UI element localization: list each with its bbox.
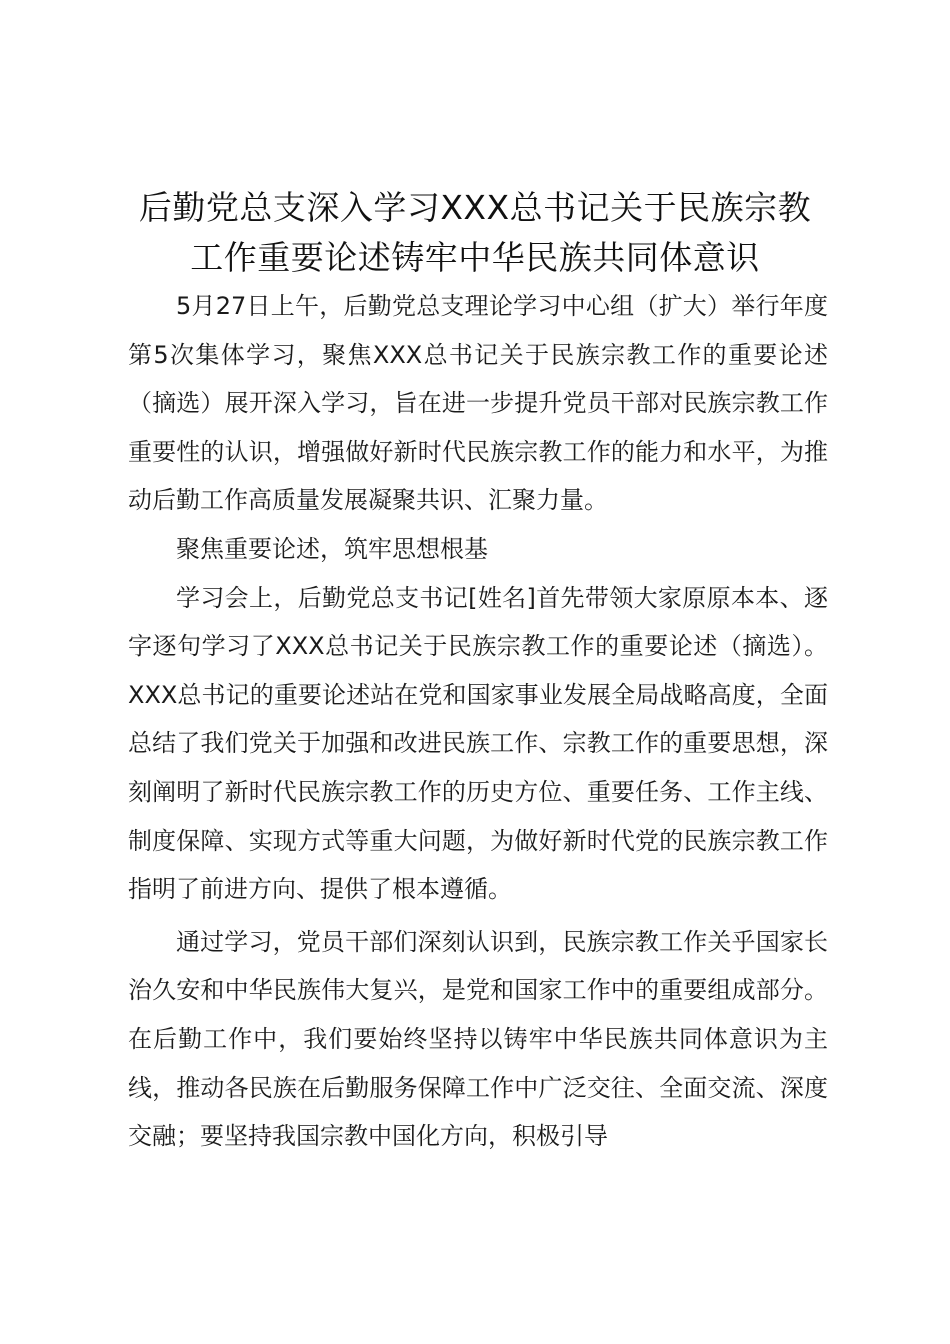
document-body xyxy=(128,282,828,1161)
title-line-2: 工作重要论述铸牢中华民族共同体意识 xyxy=(190,238,760,277)
title-line-1: 后勤党总支深入学习XXX总书记关于民族宗教 xyxy=(138,188,812,227)
paragraph-study-session: 学习会上，后勤党总支书记[姓名]首先带领大家原原本本、逐字逐句学习了XXX总书记关于民族宗教工作的重要论述（摘选）。XXX总书记的重要论述站在党和国家事业发展全局战略高度，全面总结了我们党关于加强和改进民族工作、宗教工作的重要思想，深刻阐明了新时代民族宗教工作的历史方位、重要任务、工作主线、制度保障、实现方式等重大问题，为做好新时代党的民族宗教工作指明了前进方向、提供了根本遵循。 xyxy=(128,583,828,904)
document-title xyxy=(110,183,840,283)
paragraph-understanding: 通过学习，党员干部们深刻认识到，民族宗教工作关乎国家长治久安和中华民族伟大复兴，是党和国家工作中的重要组成部分。在后勤工作中，我们要始终坚持以铸牢中华民族共同体意识为主线，推动各民族在后勤服务保障工作中广泛交往、全面交流、深度交融；要坚持我国宗教中国化方向，积极引导 xyxy=(128,927,828,1151)
section-heading: 聚焦重要论述，筑牢思想根基 xyxy=(176,534,488,563)
paragraph-intro: 5月27日上午，后勤党总支理论学习中心组（扩大）举行年度第5次集体学习，聚焦XXX总书记关于民族宗教工作的重要论述（摘选）展开深入学习，旨在进一步提升党员干部对民族宗教工作重要性的认识，增强做好新时代民族宗教工作的能力和水平，为推动后勤工作高质量发展凝聚共识、汇聚力量。 xyxy=(128,292,828,515)
